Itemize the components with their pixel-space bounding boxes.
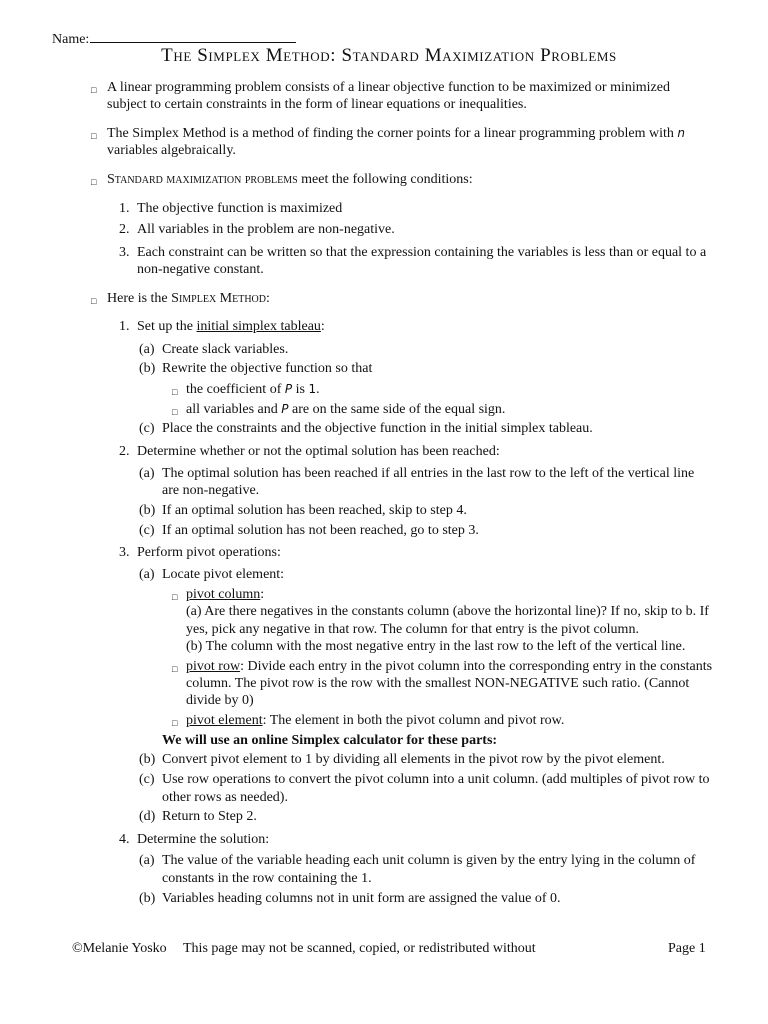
pivot-column-term: pivot column — [186, 587, 261, 602]
sub-2-text: all variables and — [186, 402, 278, 417]
step-1c-label: (c) — [139, 421, 155, 436]
step-1a-label: (a) — [139, 342, 155, 357]
condition-1-number: 1. — [119, 201, 130, 216]
step-1b-text: Rewrite the objective function so that — [162, 361, 373, 376]
step-3d-text: Return to Step 2. — [162, 809, 257, 824]
simplex-method-term: Simplex Method: — [171, 291, 270, 306]
condition-2-text: All variables in the problem are non-negative. — [137, 222, 395, 237]
sub-1-period: . — [316, 382, 320, 397]
step-1-lead: Set up the — [137, 319, 193, 334]
pivot-column-colon: : — [260, 587, 265, 602]
pivot-row-term: pivot row — [186, 659, 241, 674]
step-2-number: 2. — [119, 444, 130, 459]
bullet-2-text: The Simplex Method is a method of finding the corner points for a linear programming problem with — [107, 126, 674, 141]
step-2b-label: (b) — [139, 503, 156, 518]
bullet-1-line-2: subject to certain constraints in the form of linear equations or inequalities. — [107, 97, 527, 112]
step-2c-text: If an optimal solution has not been reached, go to step 3. — [162, 523, 479, 538]
footer-notice: This page may not be scanned, copied, or redistributed without — [183, 941, 536, 956]
step-4-text: Determine the solution: — [137, 832, 270, 847]
pivot-row-text: : Divide each entry in the pivot column into the corresponding entry in the constants — [240, 659, 713, 674]
footer-page-number: Page 1 — [668, 941, 706, 956]
step-3-text: Perform pivot operations: — [137, 545, 281, 560]
step-4-number: 4. — [119, 832, 130, 847]
bullet-4-text: Here is the — [107, 291, 168, 306]
step-3a-text: Locate pivot element: — [162, 567, 285, 582]
bullet-box-icon: □ — [172, 407, 178, 417]
step-4a-line-1: The value of the variable heading each unit column is given by the entry lying in the column of — [162, 853, 696, 868]
step-1c-text: Place the constraints and the objective function in the initial simplex tableau. — [162, 421, 593, 436]
step-1-number: 1. — [119, 319, 130, 334]
step-2a-line-2: are non-negative. — [162, 483, 260, 498]
step-3a-label: (a) — [139, 567, 155, 582]
condition-1-text: The objective function is maximized — [137, 201, 343, 216]
bullet-2-line-1 — [107, 125, 685, 142]
step-1-text — [137, 318, 325, 335]
pivot-row-line-3: divide by 0) — [186, 693, 254, 708]
pivot-element-term: pivot element — [186, 713, 263, 728]
pivot-column-line-3: (b) The column with the most negative entry in the last row to the left of the vertical line. — [186, 639, 686, 654]
bullet-3-text: meet the following conditions: — [301, 172, 473, 187]
step-4b-text: Variables heading columns not in unit form are assigned the value of 0. — [162, 891, 561, 906]
step-2a-line-1: The optimal solution has been reached if all entries in the last row to the left of the vertical line — [162, 466, 695, 481]
online-calculator-note: We will use an online Simplex calculator for these parts: — [162, 733, 498, 748]
step-1b-sub-2 — [186, 401, 505, 418]
condition-2-number: 2. — [119, 222, 130, 237]
variable-n: n — [677, 126, 685, 140]
variable-P: P — [284, 382, 293, 396]
bullet-box-icon: □ — [91, 131, 97, 141]
sub-2-rest: are on the same side of the equal sign. — [292, 402, 506, 417]
step-1a-text: Create slack variables. — [162, 342, 289, 357]
bullet-box-icon: □ — [172, 718, 178, 728]
step-3c-line-2: other rows as needed). — [162, 790, 288, 805]
sub-1-is: is — [295, 382, 305, 397]
pivot-column-line-1: (a) Are there negatives in the constants column (above the horizontal line)? If no, skip to b. If — [186, 604, 709, 619]
step-2b-text: If an optimal solution has been reached, skip to step 4. — [162, 503, 467, 518]
standard-max-term: Standard maximization problems — [107, 172, 298, 187]
condition-3-number: 3. — [119, 245, 130, 260]
pivot-column-heading — [186, 586, 264, 603]
step-2c-label: (c) — [139, 523, 155, 538]
name-label: Name: — [52, 32, 90, 47]
condition-3-line-2: non-negative constant. — [137, 262, 264, 277]
step-1-colon: : — [320, 319, 325, 334]
bullet-3-line — [107, 171, 473, 188]
bullet-box-icon: □ — [172, 387, 178, 397]
variable-P: P — [281, 402, 289, 416]
step-4b-label: (b) — [139, 891, 156, 906]
step-2-text: Determine whether or not the optimal solution has been reached: — [137, 444, 500, 459]
step-3b-text: Convert pivot element to 1 by dividing all elements in the pivot row by the pivot element. — [162, 752, 665, 767]
footer-copyright: ©Melanie Yosko — [72, 941, 167, 956]
bullet-box-icon: □ — [172, 592, 178, 602]
step-1b-label: (b) — [139, 361, 156, 376]
step-4a-label: (a) — [139, 853, 155, 868]
step-4a-line-2: constants in the row containing the 1. — [162, 871, 372, 886]
pivot-element-line — [186, 712, 564, 729]
step-3d-label: (d) — [139, 809, 156, 824]
pivot-row-line-1 — [186, 658, 712, 675]
value-one: 1 — [308, 382, 317, 396]
pivot-column-line-2: yes, pick any negative in that row. The column for that entry is the pivot column. — [186, 622, 639, 637]
bullet-box-icon: □ — [91, 296, 97, 306]
step-3-number: 3. — [119, 545, 130, 560]
step-3c-label: (c) — [139, 772, 155, 787]
step-1b-sub-1 — [186, 381, 320, 398]
name-blank-line — [90, 28, 296, 43]
step-3c-line-1: Use row operations to convert the pivot column into a unit column. (add multiples of pivot row to — [162, 772, 710, 787]
bullet-box-icon: □ — [91, 85, 97, 95]
bullet-4-line — [107, 290, 270, 307]
pivot-element-text: : The element in both the pivot column and pivot row. — [262, 713, 565, 728]
pivot-row-line-2: column. The pivot row is the row with the smallest NON-NEGATIVE such ratio. (Cannot — [186, 676, 690, 691]
sub-1-text: the coefficient of — [186, 382, 282, 397]
bullet-box-icon: □ — [91, 177, 97, 187]
page-title: The Simplex Method: Standard Maximization Problems — [161, 45, 617, 66]
step-3b-label: (b) — [139, 752, 156, 767]
bullet-2-line-2: variables algebraically. — [107, 143, 236, 158]
step-2a-label: (a) — [139, 466, 155, 481]
initial-simplex-tableau-term: initial simplex tableau — [196, 319, 321, 334]
bullet-1-line-1: A linear programming problem consists of a linear objective function to be maximized or minimized — [107, 80, 670, 95]
bullet-box-icon: □ — [172, 664, 178, 674]
condition-3-line-1: Each constraint can be written so that the expression containing the variables is less than or equal to a — [137, 245, 707, 260]
